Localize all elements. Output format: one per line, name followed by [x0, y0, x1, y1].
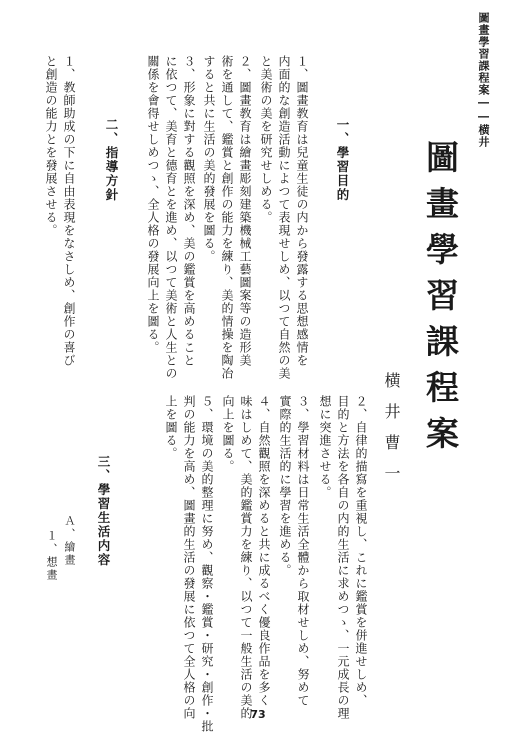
body-line: １、教師助成の下に自由表現をなさしめ、創作の喜び — [62, 55, 76, 367]
body-line: 術を通して、鑑賞と創作の能力を練り、美的情操を陶冶 — [220, 55, 234, 380]
subheading-painting: Ａ、繪畫 — [63, 515, 76, 567]
page-title: 圖畫學習課程案 — [421, 140, 460, 462]
body-line: ３、學習材料は日常生活全體から取材せしめ、努めて — [296, 395, 310, 707]
author-name: 横井曹一 — [382, 372, 401, 496]
body-line: 上を圖る。 — [164, 395, 178, 460]
section-heading-purpose: 一、學習目的 — [335, 118, 350, 202]
body-line: 關係を會得せしめつゝ、全人格の發展向上を圖る。 — [146, 55, 160, 354]
body-line: 判の能力を高め、圖畫的生活の發展に依つて全人格の向 — [182, 395, 196, 720]
body-line: 實際的生活的に學習を進める。 — [278, 395, 292, 577]
page-number: 73 — [250, 708, 266, 721]
body-line: ５、環境の美的整理に努め、觀察・鑑賞・研究・創作・批 — [200, 395, 214, 733]
body-line: ２、圖畫教育は繪畫彫刻建築機械工藝圖案等の造形美 — [238, 55, 252, 367]
body-line: 味はしめて、美的鑑賞力を練り、以つて一般生活の美的 — [239, 395, 253, 720]
body-line: 内面的な創造活動によつて表現せしめ、以つて自然の美 — [277, 55, 291, 380]
body-line: に依つて、美育と德育とを進め、以つて美術と人生との — [164, 55, 178, 380]
body-line: 目的と方法を各自の内的生活に求めつゝ、一元成長の理 — [336, 395, 350, 720]
running-head: 圖畫學習課程案――横井 — [477, 12, 490, 148]
body-line: と美術の美を研究せしめる。 — [259, 55, 273, 224]
body-line: １、圖畫教育は兒童生徒の内から發露する思想感情を — [295, 55, 309, 367]
body-line: ４、自然觀照を深めると共に成るべく優良作品を多く — [257, 395, 271, 707]
body-line: ２、自律的描寫を重視し、これに鑑賞を併進せしめ、 — [354, 395, 368, 707]
subheading-imaginative-drawing: １、想畫 — [45, 530, 58, 582]
section-heading-content: 三、學習生活内容 — [96, 455, 111, 567]
section-heading-policy: 二、指導方針 — [104, 118, 119, 202]
body-line: 想に突進させる。 — [318, 395, 332, 499]
body-line: ３、形象に對する觀照を深め、美の鑑賞を高めること — [182, 55, 196, 367]
body-line: と創造の能力とを發展させる。 — [44, 55, 58, 237]
body-line: すると共に生活の美的發展を圖る。 — [202, 55, 216, 263]
body-line: 向上を圖る。 — [221, 395, 235, 473]
